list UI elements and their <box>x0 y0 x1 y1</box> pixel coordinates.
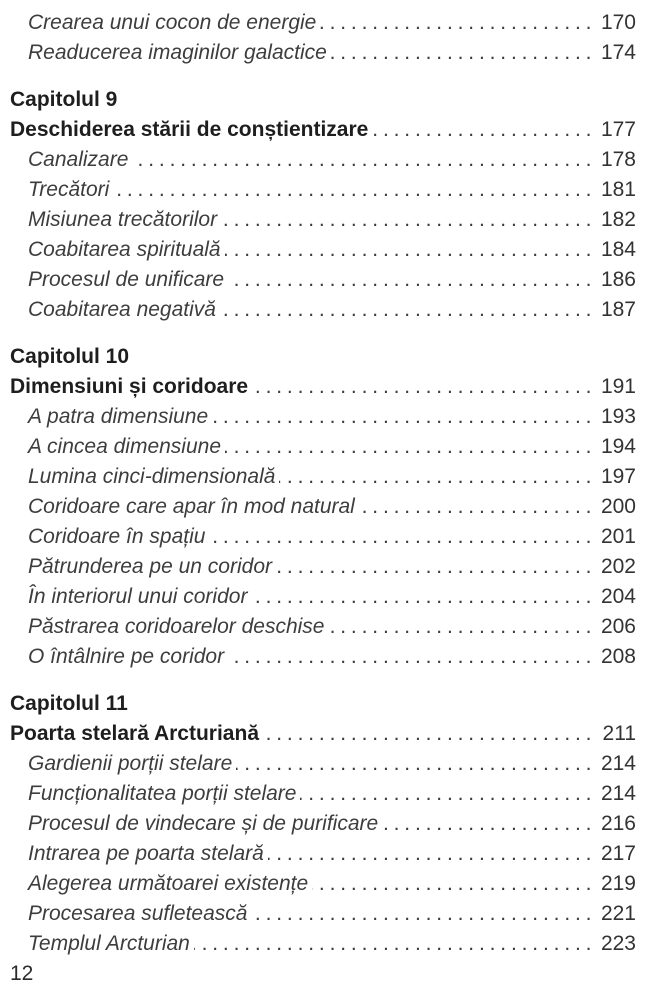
leader-dots <box>194 929 591 959</box>
toc-entry-label: O întâlnire pe coridor <box>28 645 225 668</box>
toc-entry-label: Procesul de vindecare și de purificare <box>28 812 379 835</box>
leader-dots <box>268 839 591 869</box>
toc-entry-label: Gardienii porții stelare <box>28 752 233 775</box>
leader-dots <box>382 809 591 839</box>
toc-entry-page: 208 <box>600 645 636 668</box>
leader-dots <box>252 372 591 402</box>
leader-dots <box>251 899 591 929</box>
toc-entry <box>10 522 636 552</box>
toc-entry <box>10 749 636 779</box>
leader-dots <box>236 749 591 779</box>
toc-entry-page: 197 <box>600 465 636 488</box>
toc-entry <box>10 295 636 325</box>
toc-entry-page: 216 <box>600 812 636 835</box>
toc-entry <box>10 175 636 205</box>
toc-entry-label: Funcționalitatea porții stelare <box>28 782 297 805</box>
chapter-title <box>10 719 636 749</box>
leader-dots <box>320 8 591 38</box>
leader-dots <box>372 115 591 145</box>
leader-dots <box>263 719 591 749</box>
chapter-title-label: Deschiderea stării de conștientizare <box>10 118 369 141</box>
toc-entry <box>10 492 636 522</box>
toc-entry <box>10 899 636 929</box>
toc-entry <box>10 462 636 492</box>
chapter-title-page: 177 <box>600 118 636 141</box>
leader-dots <box>209 522 591 552</box>
toc-entry <box>10 779 636 809</box>
toc-entry-page: 214 <box>600 752 636 775</box>
toc-entry-label: Lumina cinci-dimensională <box>28 465 276 488</box>
toc-entry <box>10 265 636 295</box>
toc-entry-label: Misiunea trecătorilor <box>28 208 218 231</box>
toc-entry-label: Procesarea sufletească <box>28 902 248 925</box>
toc-section <box>10 85 636 325</box>
toc-section <box>10 689 636 959</box>
leader-dots <box>225 235 591 265</box>
toc-entry-label: Coabitarea negativă <box>28 298 216 321</box>
leader-dots <box>221 205 591 235</box>
toc-entry-label: Coridoare în spațiu <box>28 525 206 548</box>
leader-dots <box>220 295 591 325</box>
toc-entry <box>10 929 636 959</box>
toc-entry-page: 187 <box>600 298 636 321</box>
toc-entry-label: Templul Arcturian <box>28 932 190 955</box>
toc <box>10 8 636 959</box>
toc-entry-label: Alegerea următoarei existențe <box>28 872 309 895</box>
toc-entry <box>10 432 636 462</box>
toc-entry <box>10 552 636 582</box>
chapter-heading: Capitolul 11 <box>10 692 128 715</box>
toc-entry-page: 200 <box>600 495 636 518</box>
toc-entry-page: 201 <box>600 525 636 548</box>
toc-entry-label: Pătrunderea pe un coridor <box>28 555 272 578</box>
leader-dots <box>251 582 591 612</box>
toc-entry <box>10 205 636 235</box>
toc-entry-page: 223 <box>600 932 636 955</box>
leader-dots <box>359 492 591 522</box>
toc-entry <box>10 642 636 672</box>
toc-entry <box>10 38 636 68</box>
toc-entry-page: 219 <box>600 872 636 895</box>
chapter-title-page: 211 <box>602 722 636 745</box>
leader-dots <box>228 265 591 295</box>
toc-entry <box>10 145 636 175</box>
toc-entry <box>10 402 636 432</box>
chapter-title-page: 191 <box>600 375 636 398</box>
toc-entry <box>10 235 636 265</box>
toc-entry-label: Coridoare care apar în mod natural <box>28 495 355 518</box>
leader-dots <box>331 38 591 68</box>
toc-entry-label: A cincea dimensiune <box>28 435 221 458</box>
toc-entry-page: 206 <box>600 615 636 638</box>
leader-dots <box>279 462 591 492</box>
toc-entry-page: 193 <box>600 405 636 428</box>
chapter-title <box>10 115 636 145</box>
chapter-title-label: Poarta stelară Arcturiană <box>10 722 259 745</box>
toc-entry-label: Păstrarea coridoarelor deschise <box>28 615 325 638</box>
toc-entry-page: 174 <box>600 41 636 64</box>
leader-dots <box>300 779 591 809</box>
toc-entry-page: 221 <box>600 902 636 925</box>
leader-dots <box>212 402 591 432</box>
toc-section <box>10 342 636 672</box>
toc-entry-label: Trecători <box>28 178 110 201</box>
leader-dots <box>113 175 591 205</box>
leader-dots <box>276 552 591 582</box>
toc-entry-page: 170 <box>600 11 636 34</box>
toc-entry-page: 186 <box>600 268 636 291</box>
toc-entry-page: 178 <box>600 148 636 171</box>
leader-dots <box>228 642 591 672</box>
toc-entry <box>10 8 636 38</box>
leader-dots <box>328 612 591 642</box>
toc-entry <box>10 809 636 839</box>
toc-entry-label: Coabitarea spirituală <box>28 238 221 261</box>
chapter-heading: Capitolul 9 <box>10 88 118 111</box>
toc-entry <box>10 869 636 899</box>
toc-entry-label: Procesul de unificare <box>28 268 225 291</box>
toc-entry-label: Canalizare <box>28 148 129 171</box>
toc-entry-label: Crearea unui cocon de energie <box>28 11 317 34</box>
chapter-heading: Capitolul 10 <box>10 345 130 368</box>
toc-entry-page: 184 <box>600 238 636 261</box>
leader-dots <box>132 145 591 175</box>
toc-entry <box>10 582 636 612</box>
toc-entry-page: 204 <box>600 585 636 608</box>
chapter-title-label: Dimensiuni și coridoare <box>10 375 249 398</box>
toc-entry-label: În interiorul unui coridor <box>28 585 248 608</box>
toc-entry-page: 182 <box>600 208 636 231</box>
toc-entry-page: 217 <box>600 842 636 865</box>
toc-entry-label: Intrarea pe poarta stelară <box>28 842 264 865</box>
toc-entry <box>10 612 636 642</box>
toc-entry-page: 202 <box>600 555 636 578</box>
toc-entry-label: Readucerea imaginilor galactice <box>28 41 327 64</box>
toc-entry <box>10 839 636 869</box>
toc-entry-page: 194 <box>600 435 636 458</box>
leader-dots <box>312 869 591 899</box>
chapter-title <box>10 372 636 402</box>
toc-entry-label: A patra dimensiune <box>28 405 209 428</box>
toc-entry-page: 214 <box>600 782 636 805</box>
toc-entry-page: 181 <box>600 178 636 201</box>
toc-section <box>10 8 636 68</box>
folio-page-number: 12 <box>10 962 34 985</box>
leader-dots <box>225 432 591 462</box>
